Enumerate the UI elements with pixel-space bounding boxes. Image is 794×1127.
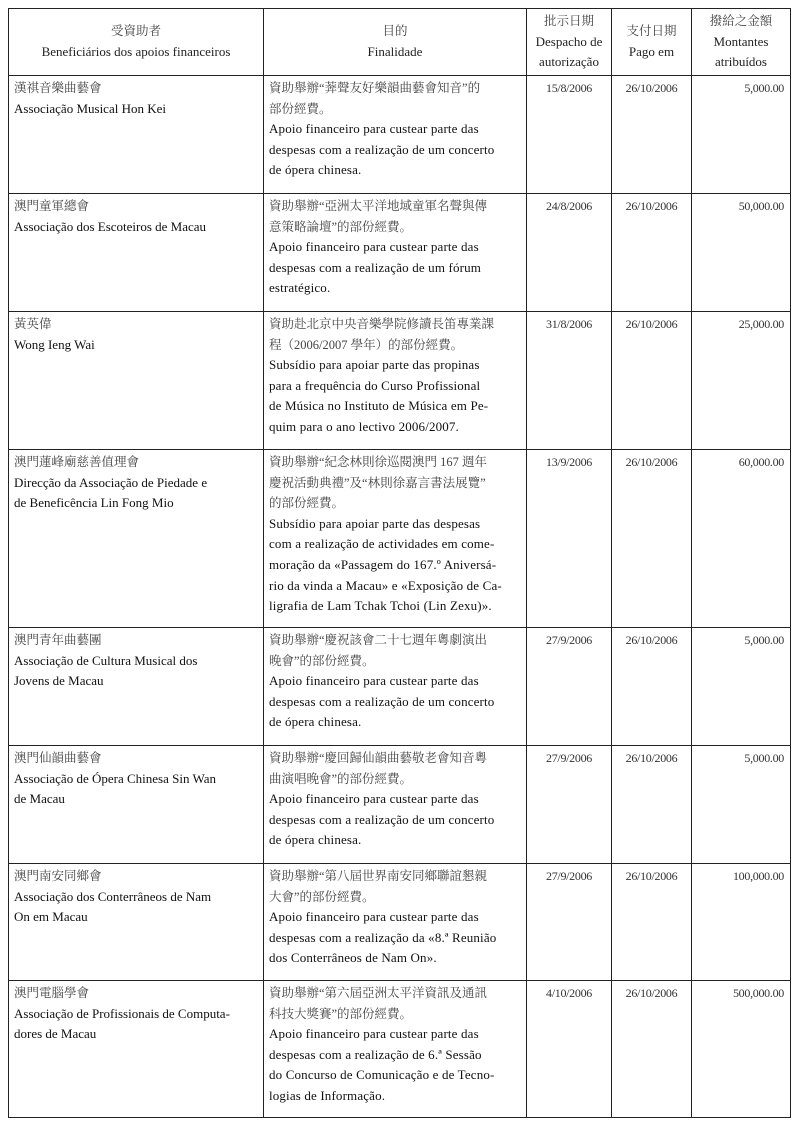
paid-date-cell [612,628,692,746]
purpose-pt-line: Subsídio para apoiar parte das propinas [269,357,480,373]
beneficiary-cell [9,981,264,1118]
purpose-pt-line: despesas com a realização de um concerto [269,141,495,157]
purpose-pt-line: do Concurso de Comunicação e de Tecno- [269,1067,495,1083]
table-row [9,450,791,628]
purpose-pt-line: para a frequência do Curso Profissional [269,377,481,393]
approval-date: 4/10/2006 [546,986,592,1000]
purpose-pt-line: Subsídio para apoiar parte das despesas [269,515,481,531]
beneficiary-line: 澳門青年曲藝團 [14,633,102,647]
table-row [9,628,791,746]
table-row [9,981,791,1118]
purpose-pt-line: despesas com a realização de um fórum [269,259,482,275]
amount-cell [692,746,791,864]
header-approval-pt-1: Despacho de [535,33,603,49]
purpose-pt-line: Apoio financeiro para custear parte das [269,121,479,137]
beneficiary-text [9,450,263,514]
header-paid-zh: 支付日期 [626,24,677,39]
purpose-pt-line: ligrafia de Lam Tchak Tchoi (Lin Zexu)». [269,598,492,614]
purpose-zh-line: 資助舉辦“亞洲太平洋地域童軍名聲與傳 [269,199,488,213]
purpose-zh-line: 資助舉辦“紀念林則徐巡閱澳門 167 週年 [269,455,488,469]
purpose-cell [264,981,527,1118]
amount-cell [692,76,791,194]
table-row [9,746,791,864]
beneficiary-cell [9,628,264,746]
purpose-zh-line: 資助舉辦“莾聲友好樂韻曲藝會知音”的 [269,81,481,95]
header-beneficiary-pt: Beneficiários dos apoios financeiros [41,44,231,59]
purpose-pt-line: logias de Informação. [269,1087,386,1103]
purpose-pt-line: despesas com a realização de um concerto [269,693,495,709]
purpose-cell [264,194,527,312]
beneficiary-cell [9,194,264,312]
beneficiary-line: Associação dos Conterrâneos de Nam [14,888,212,904]
purpose-pt-line: Apoio financeiro para custear parte das [269,909,479,925]
header-amount-pt-1: Montantes [713,33,769,49]
amount-cell [692,194,791,312]
header-beneficiary-zh: 受資助者 [110,24,161,39]
header-approval-pt-2: autorização [539,54,599,70]
purpose-zh-line: 程（2006/2007 學年）的部份經費。 [269,337,464,352]
amount: 5,000.00 [744,633,784,647]
beneficiary-line: de Beneficência Lin Fong Mio [14,495,174,511]
purpose-zh-line: 資助舉辦“第六屆亞洲太平洋資訊及通訊 [269,986,488,1000]
header-purpose-pt: Finalidade [367,44,423,59]
purpose-pt-line: Apoio financeiro para custear parte das [269,1026,479,1042]
purpose-cell [264,76,527,194]
paid-date-cell [612,450,692,628]
approval-date-cell [527,746,612,864]
beneficiary-line: 漢祺音樂曲藝會 [14,81,102,95]
amount: 50,000.00 [738,199,784,213]
beneficiary-cell [9,450,264,628]
beneficiary-line: de Macau [14,791,65,807]
amount: 5,000.00 [744,751,784,765]
beneficiary-line: 澳門南安同鄉會 [14,869,102,883]
table-row [9,312,791,450]
purpose-text [264,746,526,851]
paid-date: 26/10/2006 [625,317,678,331]
purpose-pt-line: despesas com a realização de 6.ª Sessão [269,1046,482,1062]
approval-date: 27/9/2006 [546,751,592,765]
amount-cell [692,628,791,746]
beneficiary-text [9,628,263,692]
approval-date: 15/8/2006 [546,81,592,95]
purpose-pt-line: de ópera chinesa. [269,832,362,848]
purpose-zh-line: 資助赴北京中央音樂學院修讀長笛專業課 [269,317,495,331]
beneficiary-line: Associação de Cultura Musical dos [14,652,198,668]
amount: 5,000.00 [744,81,784,95]
beneficiary-text [9,194,263,237]
paid-date: 26/10/2006 [625,81,678,95]
amount: 60,000.00 [738,455,784,469]
amount-cell [692,864,791,981]
approval-date: 13/9/2006 [546,455,592,469]
paid-date-cell [612,981,692,1118]
beneficiary-line: 澳門童軍總會 [14,199,90,213]
table-body [9,76,791,1118]
approval-date: 27/9/2006 [546,869,592,883]
purpose-zh-line: 科技大獎賽”的部份經費。 [269,1006,413,1021]
beneficiary-line: On em Macau [14,909,88,925]
approval-date-cell [527,194,612,312]
paid-date: 26/10/2006 [625,869,678,883]
amount: 100,000.00 [732,869,784,883]
grants-table [8,8,791,1118]
beneficiary-line: 澳門仙韻曲藝會 [14,751,102,765]
beneficiary-cell [9,864,264,981]
purpose-text [264,76,526,181]
paid-date: 26/10/2006 [625,633,678,647]
purpose-zh-line: 資助舉辦“慶回歸仙韻曲藝敬老會知音粵 [269,751,488,765]
amount-cell [692,312,791,450]
paid-date-cell [612,76,692,194]
approval-date: 24/8/2006 [546,199,592,213]
beneficiary-text [9,312,263,355]
beneficiary-line: 黃英偉 [14,317,52,331]
purpose-pt-line: estratégico. [269,280,331,296]
header-approval-zh: 批示日期 [543,14,594,29]
beneficiary-line: Direcção da Associação de Piedade e [14,474,208,490]
purpose-pt-line: de Música no Instituto de Música em Pe- [269,398,489,414]
header-row [9,9,791,76]
beneficiary-line: Associação de Profissionais de Computa- [14,1005,230,1021]
table-row [9,864,791,981]
approval-date-cell [527,864,612,981]
purpose-zh-line: 資助舉辦“第八屆世界南安同鄉聯誼懇親 [269,869,488,883]
beneficiary-line: dores de Macau [14,1026,97,1042]
beneficiary-text [9,864,263,928]
purpose-pt-line: de ópera chinesa. [269,162,362,178]
beneficiary-line: 澳門蓮峰廟慈善值理會 [14,455,140,469]
paid-date: 26/10/2006 [625,986,678,1000]
purpose-pt-line: quim para o ano lectivo 2006/2007. [269,418,459,434]
purpose-text [264,450,526,617]
header-beneficiary [9,9,264,76]
amount: 25,000.00 [738,317,784,331]
beneficiary-line: Jovens de Macau [14,673,104,689]
approval-date-cell [527,450,612,628]
beneficiary-text [9,981,263,1045]
header-amount [692,9,791,76]
header-paid-date [612,9,692,76]
purpose-cell [264,628,527,746]
purpose-text [264,194,526,299]
purpose-cell [264,746,527,864]
header-purpose [264,9,527,76]
purpose-text [264,864,526,969]
purpose-pt-line: com a realização de actividades em come- [269,536,495,552]
beneficiary-line: Associação de Ópera Chinesa Sin Wan [14,770,216,786]
approval-date: 31/8/2006 [546,317,592,331]
paid-date-cell [612,746,692,864]
purpose-text [264,312,526,438]
purpose-zh-line: 大會”的部份經費。 [269,889,375,904]
header-purpose-zh: 目的 [382,24,408,39]
purpose-zh-line: 慶祝活動典禮”及“林則徐嘉言書法展覽” [269,475,486,490]
purpose-pt-line: rio da vinda a Macau» e «Exposição de Ca- [269,577,502,593]
purpose-pt-line: de ópera chinesa. [269,714,362,730]
header-amount-zh: 撥給之金額 [709,14,773,29]
header-paid-pt: Pago em [628,44,675,59]
beneficiary-line: 澳門電腦學會 [14,986,90,1000]
purpose-cell [264,450,527,628]
amount-cell [692,450,791,628]
purpose-zh-line: 部份經費。 [269,101,332,116]
approval-date-cell [527,312,612,450]
beneficiary-line: Wong Ieng Wai [14,336,95,352]
header-amount-pt-2: atribuídos [715,54,767,70]
beneficiary-line: Associação Musical Hon Kei [14,100,166,116]
beneficiary-cell [9,76,264,194]
purpose-zh-line: 曲演唱晚會”的部份經費。 [269,771,413,786]
amount-cell [692,981,791,1118]
purpose-cell [264,864,527,981]
purpose-zh-line: 的部份經費。 [269,496,345,511]
approval-date: 27/9/2006 [546,633,592,647]
beneficiary-cell [9,312,264,450]
purpose-cell [264,312,527,450]
purpose-pt-line: moração da «Passagem do 167.º Aniversá- [269,556,497,572]
purpose-pt-line: despesas com a realização da «8.ª Reunião [269,929,497,945]
purpose-pt-line: Apoio financeiro para custear parte das [269,673,479,689]
purpose-pt-line: Apoio financeiro para custear parte das [269,239,479,255]
approval-date-cell [527,76,612,194]
purpose-pt-line: dos Conterrâneos de Nam On». [269,950,437,966]
purpose-text [264,981,526,1107]
beneficiary-line: Associação dos Escoteiros de Macau [14,218,207,234]
purpose-text [264,628,526,733]
purpose-pt-line: despesas com a realização de um concerto [269,811,495,827]
beneficiary-cell [9,746,264,864]
purpose-zh-line: 資助舉辦“慶祝該會二十七週年粵劇演出 [269,633,488,647]
purpose-zh-line: 晚會”的部份經費。 [269,653,375,668]
amount: 500,000.00 [732,986,784,1000]
approval-date-cell [527,981,612,1118]
purpose-pt-line: Apoio financeiro para custear parte das [269,791,479,807]
paid-date-cell [612,312,692,450]
paid-date: 26/10/2006 [625,751,678,765]
paid-date: 26/10/2006 [625,455,678,469]
paid-date-cell [612,864,692,981]
beneficiary-text [9,76,263,119]
table-row [9,76,791,194]
beneficiary-text [9,746,263,810]
paid-date: 26/10/2006 [625,199,678,213]
table-row [9,194,791,312]
header-approval-date [527,9,612,76]
approval-date-cell [527,628,612,746]
paid-date-cell [612,194,692,312]
purpose-zh-line: 意策略論壇”的部份經費。 [269,219,413,234]
